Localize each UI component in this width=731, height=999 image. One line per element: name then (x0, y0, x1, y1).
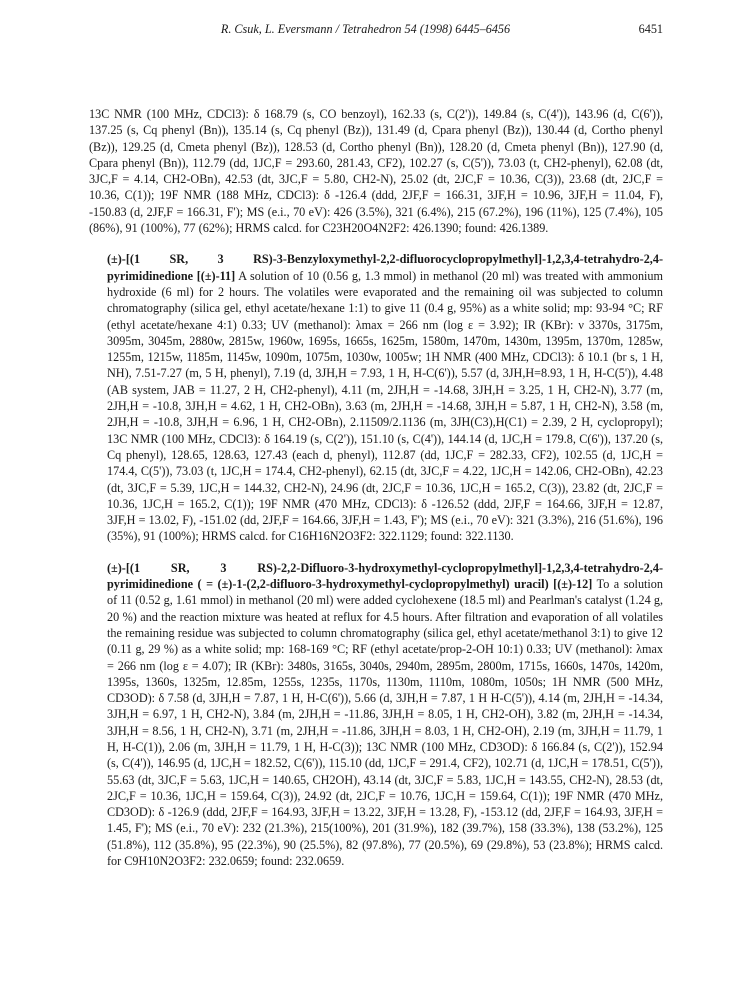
running-head-citation: R. Csuk, L. Eversmann / Tetrahedron 54 (1998) 6445–6456 (220, 22, 511, 36)
paragraph-text: A solution of 10 (0.56 g, 1.3 mmol) in methanol (20 ml) was treated with ammonium hydroxide (6 ml) for 2 hours. The volatiles were evaporated and the remaining oil was subjected to column chromatography (silica gel, ethyl acetate/hexane 1:1) to give 11 (0.4 g, 95%) as a white solid; mp: 93-94 °C; RF (ethyl acetate/hexane 4:1) 0.33; UV (methanol): λmax = 266 nm (log ε = 3.92); IR (KBr): ν 3370s, 3175m, 3095m, 3045m, 2880w, 2815w, 1960w, 1695s, 1665s, 1625m, 1580m, 1470m, 1430m, 1395m, 1370m, 1285w, 1255m, 1215w, 1185m, 1145w, 1090m, 1075m, 1030w, 1005w; 1H NMR (400 MHz, CDCl3): δ 10.1 (br s, 1 H, NH), 7.51-7.27 (m, 5 H, phenyl), 7.19 (d, 3JH,H = 7.93, 1 H, H-C(6')), 5.57 (d, 3JH,H=8.93, 1 H, H-C(5')), 4.48 (AB system, JAB = 11.27, 2 H, CH2-phenyl), 4.11 (m, 2JH,H = -14.68, 3JH,H = 3.25, 1 H, CH2-N), 3.77 (m, 2JH,H = -10.8, 3JH,H = 4.62, 1 H, CH2-OBn), 3.63 (m, 2JH,H = -14.68, 3JH,H = 5.87, 1 H, CH2-N), 3.58 (m, 2JH,H = -10.8, 3JH,H = 6.96, 1 H, CH2-OBn), 2.11509/2.1136 (m, 3JH(C3),H(C1) = 2.39, 2 H, cyclopropyl); 13C NMR (100 MHz, CDCl3): δ 164.19 (s, C(2')), 151.10 (s, C(4')), 144.14 (d, 1JC,H = 179.8, C(6')), 137.20 (s, Cq phenyl), 128.65, 128.63, 127.43 (each d, phenyl), 112.87 (dd, 1JC,F = 282.33, CF2), 102.55 (d, 1JC,H = 174.4, C(5')), 73.03 (t, 1JC,H = 174.4, CH2-phenyl), 62.15 (dt, 3JC,F = 4.22, 1JC,H = 142.06, CH2-OBn), 42.23 (dt, 3JC,F = 5.39, 1JC,H = 144.32, CH2-N), 24.96 (dt, 2JC,F = 10.36, 1JC,H = 165.2, C(3)), 23.82 (dt, 2JC,F = 10.36, 1JC,H = 165.2, C(1)); 19F NMR (470 MHz, CDCl3): δ -126.52 (ddd, 2JF,F = 164.66, 3JF,H = 12.87, 3JF,H = 13.02, F), -151.02 (dd, 2JF,F = 164.66, 3JF,H = 1.43, F'); MS (e.i., 70 eV): 321 (3.3%), 216 (51.6%), 196 (35%), 91 (100%); HRMS calcd. for C16H16N2O3F2: 322.1129; found: 322.1130. (107, 268, 664, 544)
paragraph-13c-nmr-continuation (89, 106, 663, 236)
page-number: 6451 (638, 22, 663, 36)
article-body (89, 106, 663, 869)
running-header (0, 22, 731, 38)
paragraph-text: To a solution of 11 (0.52 g, 1.61 mmol) in methanol (20 ml) were added cyclohexene (18.5 ml) and Pearlman's catalyst (1.24 g, 20 %) and the reaction mixture was heated at reflux for 4.5 hours. After filtration and evaporation of all volatiles the remaining residue was subjected to column chromatography (silica gel, ethyl acetate/methanol 3:1) to give 12 (0.11 g, 29 %) as a white solid; mp: 168-169 °C; RF (ethyl acetate/prop-2-OH 10:1) 0.33; UV (methanol): λmax = 266 nm (log ε = 4.07); IR (KBr): 3480s, 3165s, 3040s, 2940m, 2895m, 2800m, 1715s, 1660s, 1470s, 1420m, 1395s, 1360s, 1325m, 12.85m, 1255s, 1235s, 1170s, 1130m, 1110m, 1080m, 1050s; 1H NMR (500 MHz, CD3OD): δ 7.58 (d, 3JH,H = 7.87, 1 H, H-C(6')), 5.66 (d, 3JH,H = 7.87, 1 H H-C(5')), 4.14 (m, 2JH,H = -14.34, 3JH,H = 6.97, 1 H, CH2-N), 3.84 (m, 2JH,H = -11.86, 3JH,H = 8.05, 1 H, CH2-OH), 3.82 (m, 2JH,H = -14.34, 3JH,H = 8.56, 1 H, CH2-N), 3.71 (m, 2JH,H = -11.86, 3JH,H = 8.03, 1 H, CH2-OH), 2.19 (m, 3JH,H = 11.79, 1 H, H-C(1)), 2.06 (m, 3JH,H = 11.79, 1 H, H-C(3)); 13C NMR (100 MHz, CD3OD): δ 166.84 (s, C(2')), 152.94 (s, C(4')), 146.95 (d, 1JC,H = 182.52, C(6')), 115.10 (dd, 1JC,F = 291.4, CF2), 102.71 (d, 1JC,H = 178.51, C(5')), 55.63 (dt, 3JC,F = 5.63, 1JC,H = 140.65, CH2OH), 43.14 (dt, 3JC,F = 5.83, 1JC,H = 143.55, CH2-N), 28.53 (dt, 2JC,F = 10.36, 1JC,H = 159.64, C(3)), 24.92 (dt, 2JC,F = 10.76, 1JC,H = 159.64, C(1)); 19F NMR (470 MHz, CD3OD): δ -126.9 (ddd, 2JF,F = 164.93, 3JF,H = 13.22, 3JF,H = 13.28, F), -153.12 (dd, 2JF,F = 164.93, 3JF,H = 1.45, F'); MS (e.i., 70 eV): 232 (21.3%), 215(100%), 201 (31.9%), 182 (39.7%), 158 (33.3%), 138 (53.2%), 125 (51.8%), 112 (35.8%), 95 (22.3%), 90 (25.5%), 82 (97.8%), 77 (20.5%), 69 (29.8%), 53 (23.8%); HRMS calcd. for C9H10N2O3F2: 232.0659; found: 232.0659. (107, 577, 663, 869)
paragraph-compound-11 (89, 251, 663, 544)
compound-heading: (±)-[(1 SR, 3 RS)-2,2-Difluoro-3-hydroxymethyl-cyclopropylmethyl]-1,2,3,4-tetrahydro-2,4-pyrimidinedione ( = (±)-1-(2,2-difluoro-3-hydroxymethyl-cyclopropylmethyl) uracil) [(±)-12] (107, 560, 663, 592)
paragraph-text: 13C NMR (100 MHz, CDCl3): δ 168.79 (s, CO benzoyl), 162.33 (s, C(2')), 149.84 (s, C(4')), 143.96 (d, C(6')), 137.25 (s, Cq phenyl (Bn)), 135.14 (s, Cq phenyl (Bz)), 131.49 (d, Cpara phenyl (Bz)), 130.44 (d, Cortho phenyl (Bz)), 129.25 (d, Cmeta phenyl (Bz)), 128.53 (d, Cortho phenyl (Bn)), 128.20 (d, Cmeta phenyl (Bn)), 127.90 (d, Cpara phenyl (Bn)), 112.79 (dd, 1JC,F = 293.60, 281.43, CF2), 102.27 (s, C(5')), 73.03 (t, CH2-phenyl), 62.08 (dt, 3JC,F = 4.14, CH2-OBn), 42.53 (dt, 3JC,F = 5.80, CH2-N), 25.02 (dt, 2JC,F = 10.36, C(3)), 23.68 (dt, 2JC,F = 10.36, C(1)); 19F NMR (188 MHz, CDCl3): δ -126.4 (ddd, 2JF,F = 166.31, 3JF,H = 10.96, 3JF,H = 11.04, F), -150.83 (d, 2JF,F = 166.31, F'); MS (e.i., 70 eV): 426 (3.5%), 321 (6.4%), 215 (67.2%), 196 (11%), 125 (7.4%), 105 (86%), 91 (100%), 77 (62%); HRMS calcd. for C23H20O4N2F2: 426.1390; found: 426.1389. (89, 107, 663, 236)
compound-heading: (±)-[(1 SR, 3 RS)-3-Benzyloxymethyl-2,2-difluorocyclopropylmethyl]-1,2,3,4-tetrahydro-2,4-pyrimidinedione [(±)-11] (107, 252, 663, 283)
paragraph-compound-12 (89, 560, 663, 870)
